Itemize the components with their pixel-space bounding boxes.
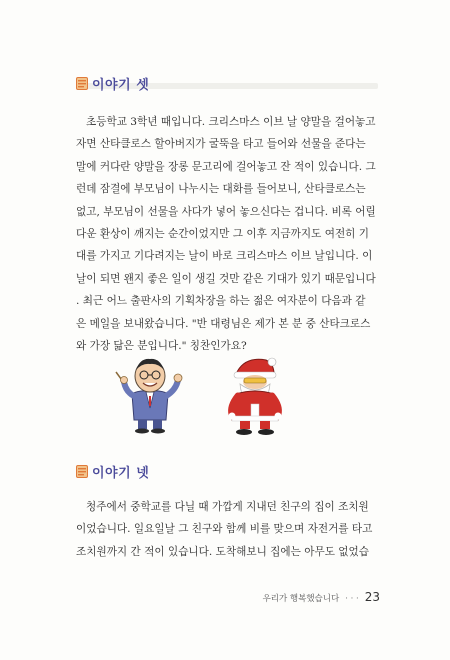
story3-line: 와 가장 닮은 분입니다." 칭찬인가요? [76,340,247,353]
story3-line: 초등학교 3학년 때입니다. 크리스마스 이브 날 양말을 걸어놓고 [86,116,376,128]
running-title: 우리가 행복했습니다 [262,594,340,604]
story3-line: . 최근 어느 출판사의 기획차장을 하는 젊은 여자분이 다음과 같 [76,295,366,308]
story3-line: 다운 환상이 깨지는 순간이었지만 그 이후 지금까지도 여전히 기 [76,228,370,241]
story4-title: 이야기 넷 [92,466,150,481]
man-illustration [110,354,190,434]
story3-line: 말에 커다란 양말을 장롱 문고리에 걸어놓고 잔 적이 있습니다. 그 [76,160,376,173]
story4-heading [76,462,149,481]
story3-title: 이야기 셋 [92,78,150,93]
story4-paragraph [76,496,378,563]
story4-line: 청주에서 중학교를 다닐 때 가깝게 지내던 친구의 집이 조치원 [86,501,369,513]
santa-illustration [222,354,288,436]
bookmark-icon [76,77,88,90]
story3-line: 없고, 부모님이 선물을 사다가 넣어 놓으신다는 겁니다. 비록 어릴 [76,205,376,218]
story3-heading [76,74,149,93]
footer-dots: · · · [345,594,359,604]
story3-paragraph [76,111,378,357]
story4-line: 조치원까지 간 적이 있습니다. 도착해보니 집에는 아무도 없었습 [76,545,370,558]
story4-line: 이었습니다. 일요일날 그 친구와 함께 비를 맞으며 자전거를 타고 [76,523,373,536]
story3-line: 대를 가지고 기다려지는 날이 바로 크리스마스 이브 날입니다. 이 [76,250,373,263]
story3-line: 자면 산타클로스 할아버지가 굴뚝을 타고 들어와 선물을 준다는 [76,138,366,151]
bookmark-icon [76,465,88,478]
story3-line: 런데 잠결에 부모님이 나누시는 대화를 들어보니, 산타클로스는 [76,183,366,196]
page-number: 23 [364,590,380,604]
story3-line: 은 메일을 보내왔습니다. "반 대령님은 제가 본 분 중 산타크로스 [76,317,371,330]
page-footer [263,590,380,604]
story3-line: 날이 되면 왠지 좋은 일이 생길 것만 같은 기대가 있기 때문입니다 [76,272,376,285]
